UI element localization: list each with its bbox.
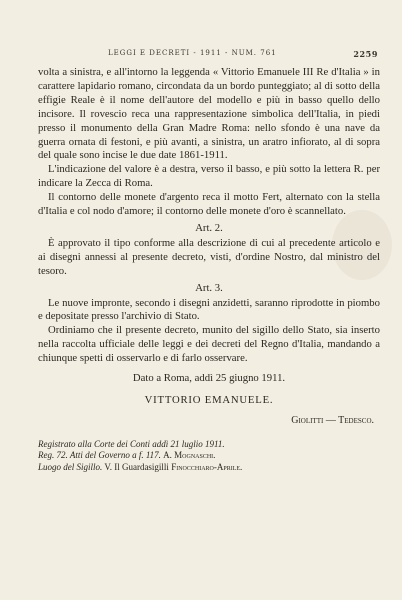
running-title: LEGGI E DECRETI - 1911 - NUM. 761 [108,49,277,57]
registry-seal-text: V. Il Guardasigilli [104,461,169,472]
paragraph-coin-edge: Il contorno delle monete d'argento reca il motto Fert, alternato con la stella d'Italia e col nodo d'amore; il contorno delle monete d'oro è scannellato. [38,191,380,218]
article-3-text: Le nuove impronte, secondo i disegni anzidetti, saranno riprodotte in piombo e depositate presso l'archivio di Stato. [38,296,380,323]
registry-line-act [38,450,380,462]
registry-line-court: Registrato alla Corte dei Conti addì 21 luglio 1911. [38,438,225,449]
registry-act-label: Reg. 72. Atti del Governo a f. 117. [38,450,161,461]
royal-signature: VITTORIO EMANUELE. [144,393,274,406]
article-3-heading: Art. 3. [195,281,223,294]
document-body [38,66,380,473]
registry-line-seal [38,462,380,474]
paragraph-value-indication: L'indicazione del valore è a destra, verso il basso, e più sotto la lettera R. per indicare la Zecca di Roma. [38,163,380,190]
registry-seal-name: Finocchiaro-Aprile. [171,461,243,472]
registry-notes [38,439,380,474]
cosigners: Giolitti — Tedesco. [291,414,374,426]
registry-act-name: A. Mognaschi. [163,450,216,461]
article-2-text: È approvato il tipo conforme alla descrizione di cui al precedente articolo e ai disegni annessi al presente decreto, visti, d'ordine Nostro, dal ministro del tesoro. [38,236,380,277]
date-line: Dato a Roma, addì 25 giugno 1911. [132,372,286,385]
closing-formula: Ordiniamo che il presente decreto, munito del sigillo dello Stato, sia inserto nella raccolta ufficiale delle leggi e dei decreti del Regno d'Italia, mandando a chiunque spetti di osservarlo e di farlo osservare. [38,324,380,365]
page-header [108,49,378,59]
page-number: 2259 [353,49,378,59]
article-2-heading: Art. 2. [195,221,223,234]
registry-seal-label: Luogo del Sigillo. [38,461,103,472]
paragraph-description: volta a sinistra, e all'intorno la leggenda « Vittorio Emanuele III Re d'Italia » in carattere lapidario romano, circondata da un bordo punteggiato; al di sotto della effigie Reale è il nome dell'autore del modello e più in basso quello dello incisore. Il rovescio reca una rappresentazione simbolica dell'Italia, in piedi presso il monumento della Gran Madre Roma: nello sfondo è una nave da guerra ornata di festoni, e più avanti, a sinistra, un aratro infiorato, al di sopra del quale sono incise le due date 1861-1911. [38,66,380,162]
